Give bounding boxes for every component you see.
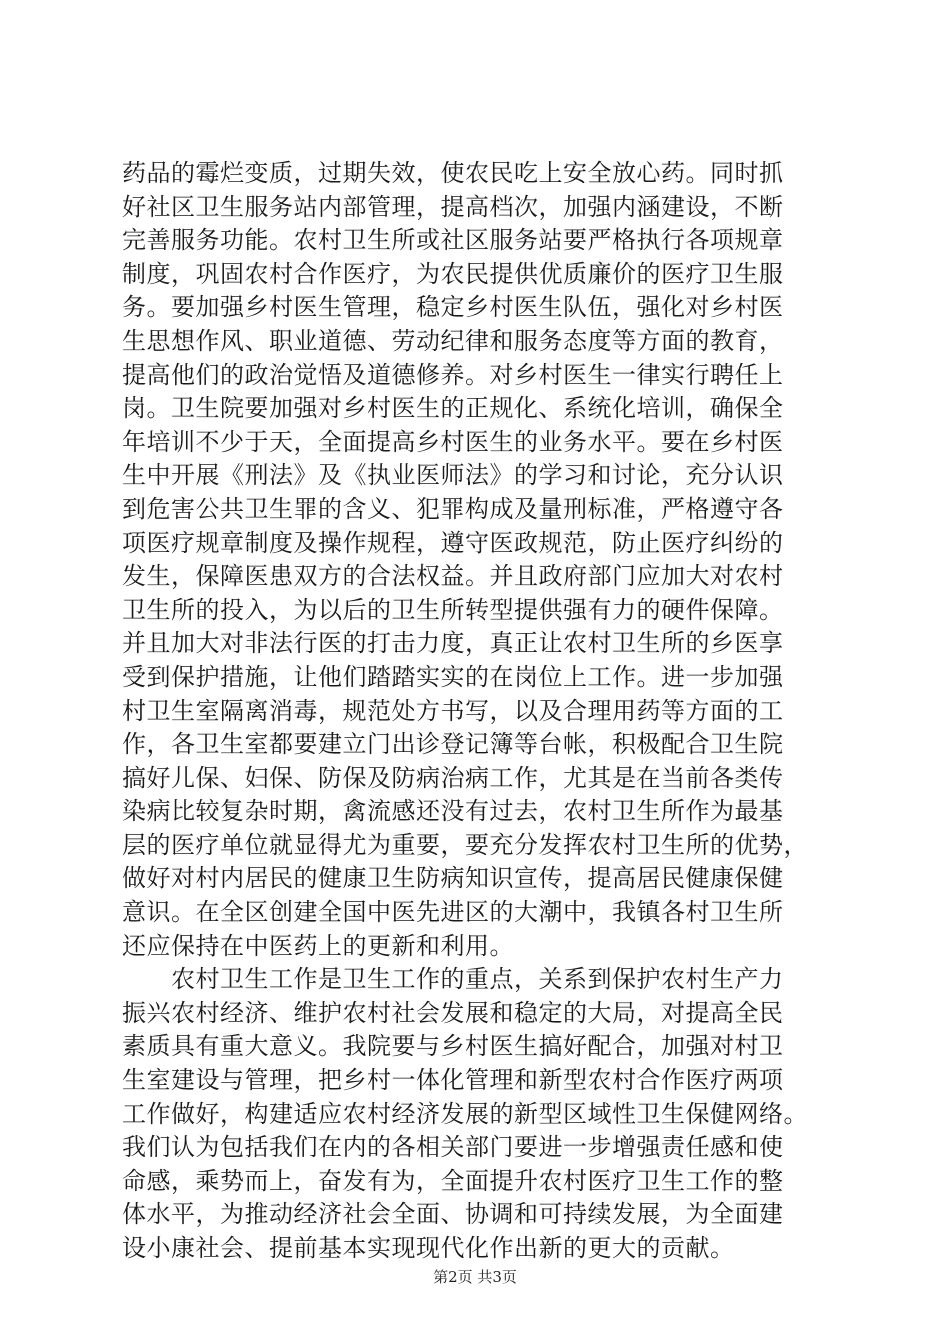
text-line: 岗。卫生院要加强对乡村医生的正规化、系统化培训，确保全 [122, 394, 784, 423]
text-line: 并且加大对非法行医的打击力度，真正让农村卫生所的乡医享 [122, 629, 784, 658]
text-line: 制度，巩固农村合作医疗，为农民提供优质廉价的医疗卫生服 [122, 259, 784, 288]
text-line: 好社区卫生服务站内部管理，提高档次，加强内涵建设，不断 [122, 192, 784, 221]
text-line: 命感，乘势而上，奋发有为，全面提升农村医疗卫生工作的整 [122, 1166, 784, 1195]
text-line: 我们认为包括我们在内的各相关部门要进一步增强责任感和使 [122, 1133, 784, 1162]
text-line: 受到保护措施，让他们踏踏实实的在岗位上工作。进一步加强 [122, 662, 784, 691]
text-line: 意识。在全区创建全国中医先进区的大潮中，我镇各村卫生所 [122, 898, 784, 927]
text-line: 生中开展《刑法》及《执业医师法》的学习和讨论，充分认识 [122, 461, 784, 490]
text-line: 设小康社会、提前基本实现现代化作出新的更大的贡献。 [122, 1234, 735, 1262]
page-number-footer: 第2页 共3页 [433, 1268, 517, 1286]
text-line: 振兴农村经济、维护农村社会发展和稳定的大局，对提高全民 [122, 998, 784, 1027]
text-line: 工作做好，构建适应农村经济发展的新型区域性卫生保健网络。 [122, 1099, 808, 1128]
text-line: 项医疗规章制度及操作规程，遵守医政规范，防止医疗纠纷的 [122, 528, 784, 557]
text-line: 年培训不少于天，全面提高乡村医生的业务水平。要在乡村医 [122, 427, 784, 456]
text-line: 染病比较复杂时期，禽流感还没有过去，农村卫生所作为最基 [122, 797, 784, 826]
text-line: 做好对村内居民的健康卫生防病知识宣传，提高居民健康保健 [122, 864, 784, 893]
document-body [122, 157, 862, 1266]
text-line: 层的医疗单位就显得尤为重要，要充分发挥农村卫生所的优势， [122, 830, 808, 859]
text-line: 药品的霉烂变质，过期失效，使农民吃上安全放心药。同时抓 [122, 159, 784, 187]
text-line: 搞好儿保、妇保、防保及防病治病工作，尤其是在当前各类传 [122, 763, 784, 792]
text-line: 卫生所的投入，为以后的卫生所转型提供强有力的硬件保障。 [122, 595, 784, 624]
text-line: 体水平，为推动经济社会全面、协调和可持续发展，为全面建 [122, 1200, 784, 1229]
text-line: 到危害公共卫生罪的含义、犯罪构成及量刑标准，严格遵守各 [122, 494, 784, 523]
text-line: 素质具有重大意义。我院要与乡村医生搞好配合，加强对村卫 [122, 1032, 784, 1061]
text-line: 作，各卫生室都要建立门出诊登记簿等台帐，积极配合卫生院 [122, 730, 784, 759]
text-line: 村卫生室隔离消毒，规范处方书写，以及合理用药等方面的工 [122, 696, 784, 725]
text-line: 完善服务功能。农村卫生所或社区服务站要严格执行各项规章 [122, 226, 784, 255]
text-line: 提高他们的政治觉悟及道德修养。对乡村医生一律实行聘任上 [122, 360, 784, 389]
text-line: 务。要加强乡村医生管理，稳定乡村医生队伍，强化对乡村医 [122, 293, 784, 322]
text-line: 还应保持在中医药上的更新和利用。 [122, 931, 514, 960]
paragraph-start-line: 农村卫生工作是卫生工作的重点，关系到保护农村生产力 [122, 965, 784, 994]
text-line: 生思想作风、职业道德、劳动纪律和服务态度等方面的教育， [122, 326, 784, 355]
text-line: 发生，保障医患双方的合法权益。并且政府部门应加大对农村 [122, 562, 784, 591]
text-line: 生室建设与管理，把乡村一体化管理和新型农村合作医疗两项 [122, 1066, 784, 1095]
